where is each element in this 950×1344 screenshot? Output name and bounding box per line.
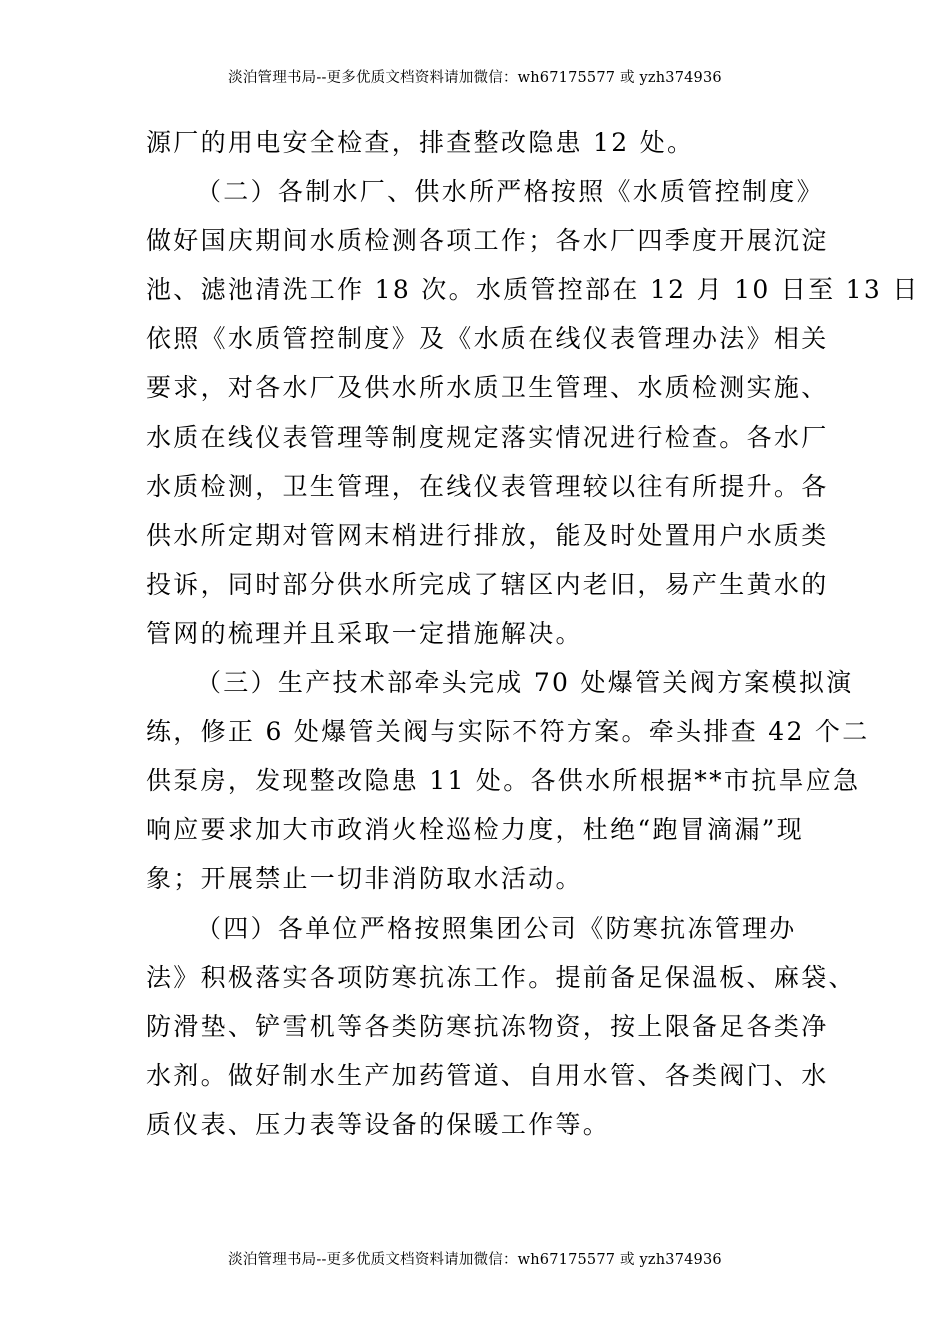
document-body — [146, 118, 920, 1149]
text-line: 依照《水质管控制度》及《水质在线仪表管理办法》相关 — [146, 324, 829, 354]
text-line: 池、滤池清洗工作 18 次。水质管控部在 12 月 10 日至 13 日 — [146, 275, 920, 305]
text-line: 象；开展禁止一切非消防取水活动。 — [146, 864, 583, 894]
text-line: 供水所定期对管网末梢进行排放，能及时处置用户水质类 — [146, 520, 829, 550]
text-line: 管网的梳理并且采取一定措施解决。 — [146, 618, 583, 648]
text-line: 投诉，同时部分供水所完成了辖区内老旧，易产生黄水的 — [146, 569, 829, 599]
text-line: 水质在线仪表管理等制度规定落实情况进行检查。各水厂 — [146, 422, 829, 452]
text-line: 练，修正 6 处爆管关阀与实际不符方案。牵头排查 42 个二 — [146, 717, 870, 747]
text-line: 防滑垫、铲雪机等各类防寒抗冻物资，按上限备足各类净 — [146, 1011, 829, 1041]
page-header-watermark: 淡泊管理书局--更多优质文档资料请加微信：wh67175577 或 yzh374936 — [228, 70, 722, 86]
text-line: 水质检测，卫生管理，在线仪表管理较以往有所提升。各 — [146, 471, 829, 501]
text-line: 源厂的用电安全检查，排查整改隐患 12 处。 — [146, 128, 695, 157]
text-line: （四）各单位严格按照集团公司《防寒抗冻管理办 — [196, 913, 797, 943]
text-line: 质仪表、压力表等设备的保暖工作等。 — [146, 1109, 611, 1139]
text-line: （三）生产技术部牵头完成 70 处爆管关阀方案模拟演 — [196, 668, 854, 698]
text-line: 供泵房，发现整改隐患 11 处。各供水所根据**市抗旱应急 — [146, 766, 861, 796]
text-line: 做好国庆期间水质检测各项工作；各水厂四季度开展沉淀 — [146, 226, 829, 256]
page-footer-watermark: 淡泊管理书局--更多优质文档资料请加微信：wh67175577 或 yzh374936 — [228, 1252, 722, 1268]
text-line: 水剂。做好制水生产加药管道、自用水管、各类阀门、水 — [146, 1060, 829, 1090]
text-line: 要求，对各水厂及供水所水质卫生管理、水质检测实施、 — [146, 373, 829, 403]
text-line: （二）各制水厂、供水所严格按照《水质管控制度》 — [196, 177, 824, 207]
text-line: 响应要求加大市政消火栓巡检力度，杜绝“跑冒滴漏”现 — [146, 815, 805, 845]
text-line: 法》积极落实各项防寒抗冻工作。提前备足保温板、麻袋、 — [146, 962, 856, 992]
